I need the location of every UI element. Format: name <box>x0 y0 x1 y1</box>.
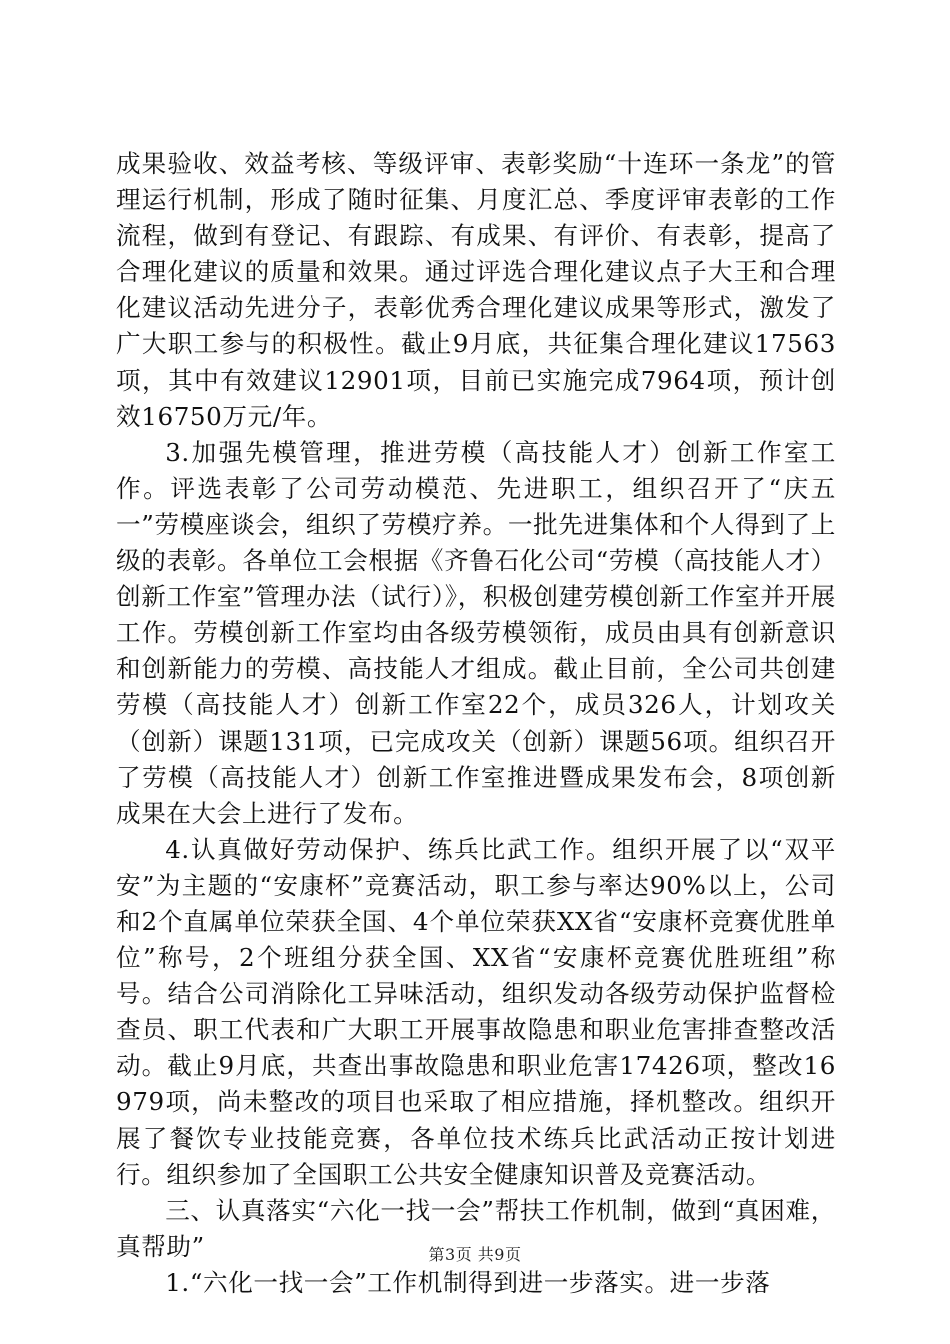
page-number-footer: 第3页 共9页 <box>428 1245 522 1264</box>
document-body <box>116 146 836 1301</box>
section-heading-three: 三、认真落实“六化一找一会”帮扶工作机制，做到“真困难，真帮助” <box>116 1195 836 1261</box>
paragraph-mechanism-start: 1.“六化一找一会”工作机制得到进一步落实。进一步落 <box>165 1267 771 1297</box>
paragraph-intro-continuation: 成果验收、效益考核、等级评审、表彰奖励“十连环一条龙”的管理运行机制，形成了随时征集、月度汇总、季度评审表彰的工作流程，做到有登记、有跟踪、有成果、有评价、有表彰，提高了合理化建议的质量和效果。通过评选合理化建议点子大王和合理化建议活动先进分子，表彰优秀合理化建议成果等形式，激发了广大职工参与的积极性。截止9月底，共征集合理化建议17563项，其中有效建议12901项，目前已实施完成7964项，预计创效16750万元/年。 <box>116 149 836 431</box>
paragraph-labor-protection: 4.认真做好劳动保护、练兵比武工作。组织开展了以“双平安”为主题的“安康杯”竞赛活动，职工参与率达90%以上，公司和2个直属单位荣获全国、4个单位荣获XX省“安康杯竞赛优胜单位”称号，2个班组分获全国、XX省“安康杯竞赛优胜班组”称号。结合公司消除化工异味活动，组织发动各级劳动保护监督检查员、职工代表和广大职工开展事故隐患和职业危害排查整改活动。截止9月底，共查出事故隐患和职业危害17426项，整改16979项，尚未整改的项目也采取了相应措施，择机整改。组织开展了餐饮专业技能竞赛，各单位技术练兵比武活动正按计划进行。组织参加了全国职工公共安全健康知识普及竞赛活动。 <box>116 834 836 1189</box>
paragraph-model-worker-studio: 3.加强先模管理，推进劳模（高技能人才）创新工作室工作。评选表彰了公司劳动模范、先进职工，组织召开了“庆五一”劳模座谈会，组织了劳模疗养。一批先进集体和个人得到了上级的表彰。各单位工会根据《齐鲁石化公司“劳模（高技能人才）创新工作室”管理办法（试行）》，积极创建劳模创新工作室并开展工作。劳模创新工作室均由各级劳模领衔，成员由具有创新意识和创新能力的劳模、高技能人才组成。截止目前，全公司共创建劳模（高技能人才）创新工作室22个，成员326人，计划攻关（创新）课题131项，已完成攻关（创新）课题56项。组织召开了劳模（高技能人才）创新工作室推进暨成果发布会，8项创新成果在大会上进行了发布。 <box>116 437 836 828</box>
